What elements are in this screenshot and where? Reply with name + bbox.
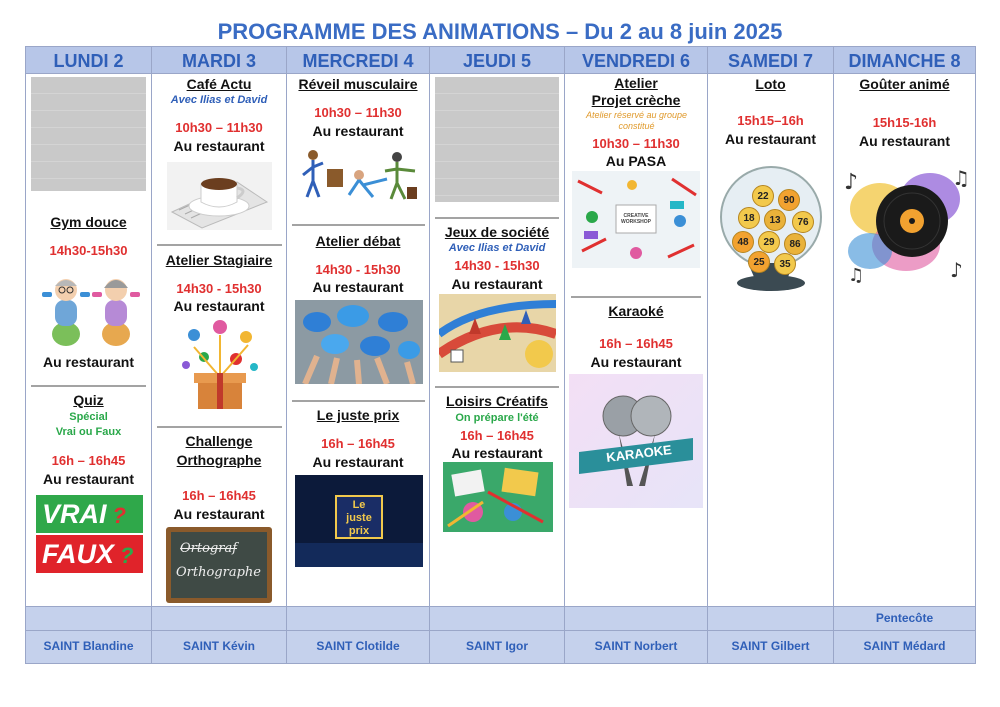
activity-time: 14h30-15h30	[49, 243, 128, 258]
karaoke-microphones-image	[569, 374, 703, 508]
loto-ball: 18	[738, 207, 760, 229]
activity-time: 14h30 - 15h30	[315, 262, 401, 277]
speech-bubbles-image	[295, 300, 423, 384]
activity-title: Atelier Stagiaire	[165, 252, 273, 268]
activity-place: Au restaurant	[724, 131, 817, 147]
day-header: MERCREDI 4	[287, 47, 429, 74]
day-header: MARDI 3	[152, 47, 286, 74]
activity-time: 15h15-16h	[872, 115, 937, 130]
loto-ball: 90	[778, 189, 800, 211]
saint-of-day: SAINT Norbert	[565, 630, 707, 663]
activity-time: 16h – 16h45	[182, 488, 256, 503]
loto-ball: 86	[784, 233, 806, 255]
loto-ball: 25	[748, 251, 770, 273]
loto-ball: 29	[758, 231, 780, 253]
column-mardi	[152, 47, 287, 663]
activity-time: 14h30 - 15h30	[454, 258, 540, 273]
column-lundi	[26, 47, 152, 663]
activity-place: Au restaurant	[312, 123, 404, 139]
svg-text:♫: ♫	[952, 166, 970, 190]
activity-time: 10h30 – 11h30	[592, 136, 680, 151]
activity-place: Au restaurant	[312, 454, 404, 470]
question-mark: ?	[112, 503, 126, 528]
footer-holiday	[26, 606, 151, 630]
activity-time: 16h – 16h45	[599, 336, 673, 351]
craft-label: CREATIVE WORKSHOP	[621, 213, 651, 225]
activity-place: Au restaurant	[590, 354, 682, 370]
faux-label: FAUX	[42, 539, 115, 569]
activity-time: 14h30 - 15h30	[176, 281, 262, 296]
activity-place: Au restaurant	[173, 138, 265, 154]
footer-holiday: Pentecôte	[834, 606, 975, 630]
svg-text:♫: ♫	[848, 265, 865, 286]
activity-note: Avec Ilias et David	[170, 94, 268, 106]
loto-ball: 35	[774, 253, 796, 275]
schedule-grid	[25, 46, 976, 664]
activity-title: Challenge	[185, 433, 253, 449]
activity-place: Au restaurant	[42, 471, 135, 487]
divider	[571, 296, 701, 298]
vrai-faux-image	[36, 495, 143, 573]
logo-line: prix	[348, 525, 370, 537]
activity-place: Au restaurant	[451, 445, 543, 461]
activity-place: Au restaurant	[173, 298, 265, 314]
divider	[435, 217, 559, 219]
chalk-correct-word: Orthographe	[176, 565, 261, 580]
activity-title: Jeux de société	[444, 224, 550, 240]
chalk-wrong-word: Ortograf	[180, 541, 238, 556]
logo-line: juste	[346, 512, 372, 524]
activity-title: Café Actu	[186, 76, 252, 92]
chalkboard-image	[166, 527, 272, 603]
coffee-newspaper-image	[167, 162, 272, 230]
divider	[292, 400, 425, 402]
activity-title: Atelier débat	[315, 233, 401, 249]
loto-ball: 48	[732, 231, 754, 253]
divider	[157, 426, 282, 428]
activity-subtitle: On prépare l'été	[455, 412, 539, 424]
vrai-label: VRAI	[42, 499, 107, 529]
logo-line: Le	[352, 499, 366, 511]
activity-place: Au restaurant	[451, 276, 543, 292]
loto-ball: 22	[752, 185, 774, 207]
day-header: VENDREDI 6	[565, 47, 707, 74]
day-header: DIMANCHE 8	[834, 47, 975, 74]
column-dimanche	[834, 47, 975, 663]
activity-time: 16h – 16h45	[321, 436, 395, 451]
activity-title: Loto	[755, 76, 786, 92]
activity-time: 10h30 – 11h30	[314, 105, 402, 120]
footer-holiday	[287, 606, 429, 630]
activity-note: Avec Ilias et David	[448, 242, 546, 254]
activity-title: Goûter animé	[859, 76, 950, 92]
saint-of-day: SAINT Kévin	[152, 630, 286, 663]
day-header: JEUDI 5	[430, 47, 564, 74]
creative-crafts-image	[443, 462, 553, 532]
footer-holiday	[152, 606, 286, 630]
juste-prix-logo-image	[295, 475, 423, 567]
activity-time: 16h – 16h45	[460, 428, 534, 443]
activity-subtitle: Vrai ou Faux	[55, 426, 122, 438]
question-mark: ?	[120, 543, 134, 568]
saint-of-day: SAINT Médard	[834, 630, 975, 663]
activity-time: 10h30 – 11h30	[175, 120, 263, 135]
empty-slot	[31, 77, 146, 191]
activity-note: Atelier réservé au groupe constitué	[585, 110, 688, 131]
divider	[31, 385, 146, 387]
saint-of-day: SAINT Gilbert	[708, 630, 833, 663]
loto-ball-globe-image	[718, 165, 824, 295]
svg-text:♪: ♪	[844, 170, 859, 195]
activity-place: Au PASA	[605, 153, 667, 169]
vinyl-music-image	[840, 159, 970, 287]
day-header: LUNDI 2	[26, 47, 151, 74]
divider	[157, 244, 282, 246]
footer-holiday	[565, 606, 707, 630]
activity-title: Projet crèche	[591, 92, 681, 108]
empty-slot	[435, 77, 559, 202]
activity-title: Atelier	[614, 75, 658, 91]
saint-of-day: SAINT Igor	[430, 630, 564, 663]
footer-holiday	[430, 606, 564, 630]
creative-workshop-image	[572, 171, 700, 268]
page-title: PROGRAMME DES ANIMATIONS – Du 2 au 8 juin 2025	[217, 19, 783, 44]
day-header: SAMEDI 7	[708, 47, 833, 74]
activity-title: Karaoké	[608, 303, 664, 319]
divider	[435, 386, 559, 388]
gift-box-burst-image	[174, 317, 266, 412]
loto-ball: 13	[764, 209, 786, 231]
activity-title: Le juste prix	[316, 407, 400, 423]
activity-time: 15h15–16h	[737, 113, 804, 128]
column-samedi	[708, 47, 834, 663]
gym-seniors-icon	[38, 272, 142, 347]
activity-title: Gym douce	[50, 214, 127, 230]
footer-holiday	[708, 606, 833, 630]
divider	[292, 224, 425, 226]
column-vendredi	[565, 47, 708, 663]
loto-ball: 76	[792, 211, 814, 233]
activity-place: Au restaurant	[173, 506, 265, 522]
column-mercredi	[287, 47, 430, 663]
activity-subtitle: Spécial	[69, 411, 108, 423]
column-jeudi	[430, 47, 565, 663]
activity-place: Au restaurant	[858, 133, 951, 149]
activity-title: Quiz	[73, 392, 104, 408]
exercise-people-image	[297, 145, 421, 207]
activity-title: Orthographe	[176, 452, 262, 468]
activity-place: Au restaurant	[312, 279, 404, 295]
activity-title: Réveil musculaire	[298, 76, 418, 92]
activity-time: 16h – 16h45	[51, 453, 126, 468]
saint-of-day: SAINT Clotilde	[287, 630, 429, 663]
activity-title: Loisirs Créatifs	[446, 393, 548, 409]
svg-text:♪: ♪	[950, 258, 963, 282]
karaoke-banner: KARAOKE	[605, 442, 673, 465]
saint-of-day: SAINT Blandine	[26, 630, 151, 663]
activity-place: Au restaurant	[42, 354, 135, 370]
board-game-image	[439, 294, 556, 372]
